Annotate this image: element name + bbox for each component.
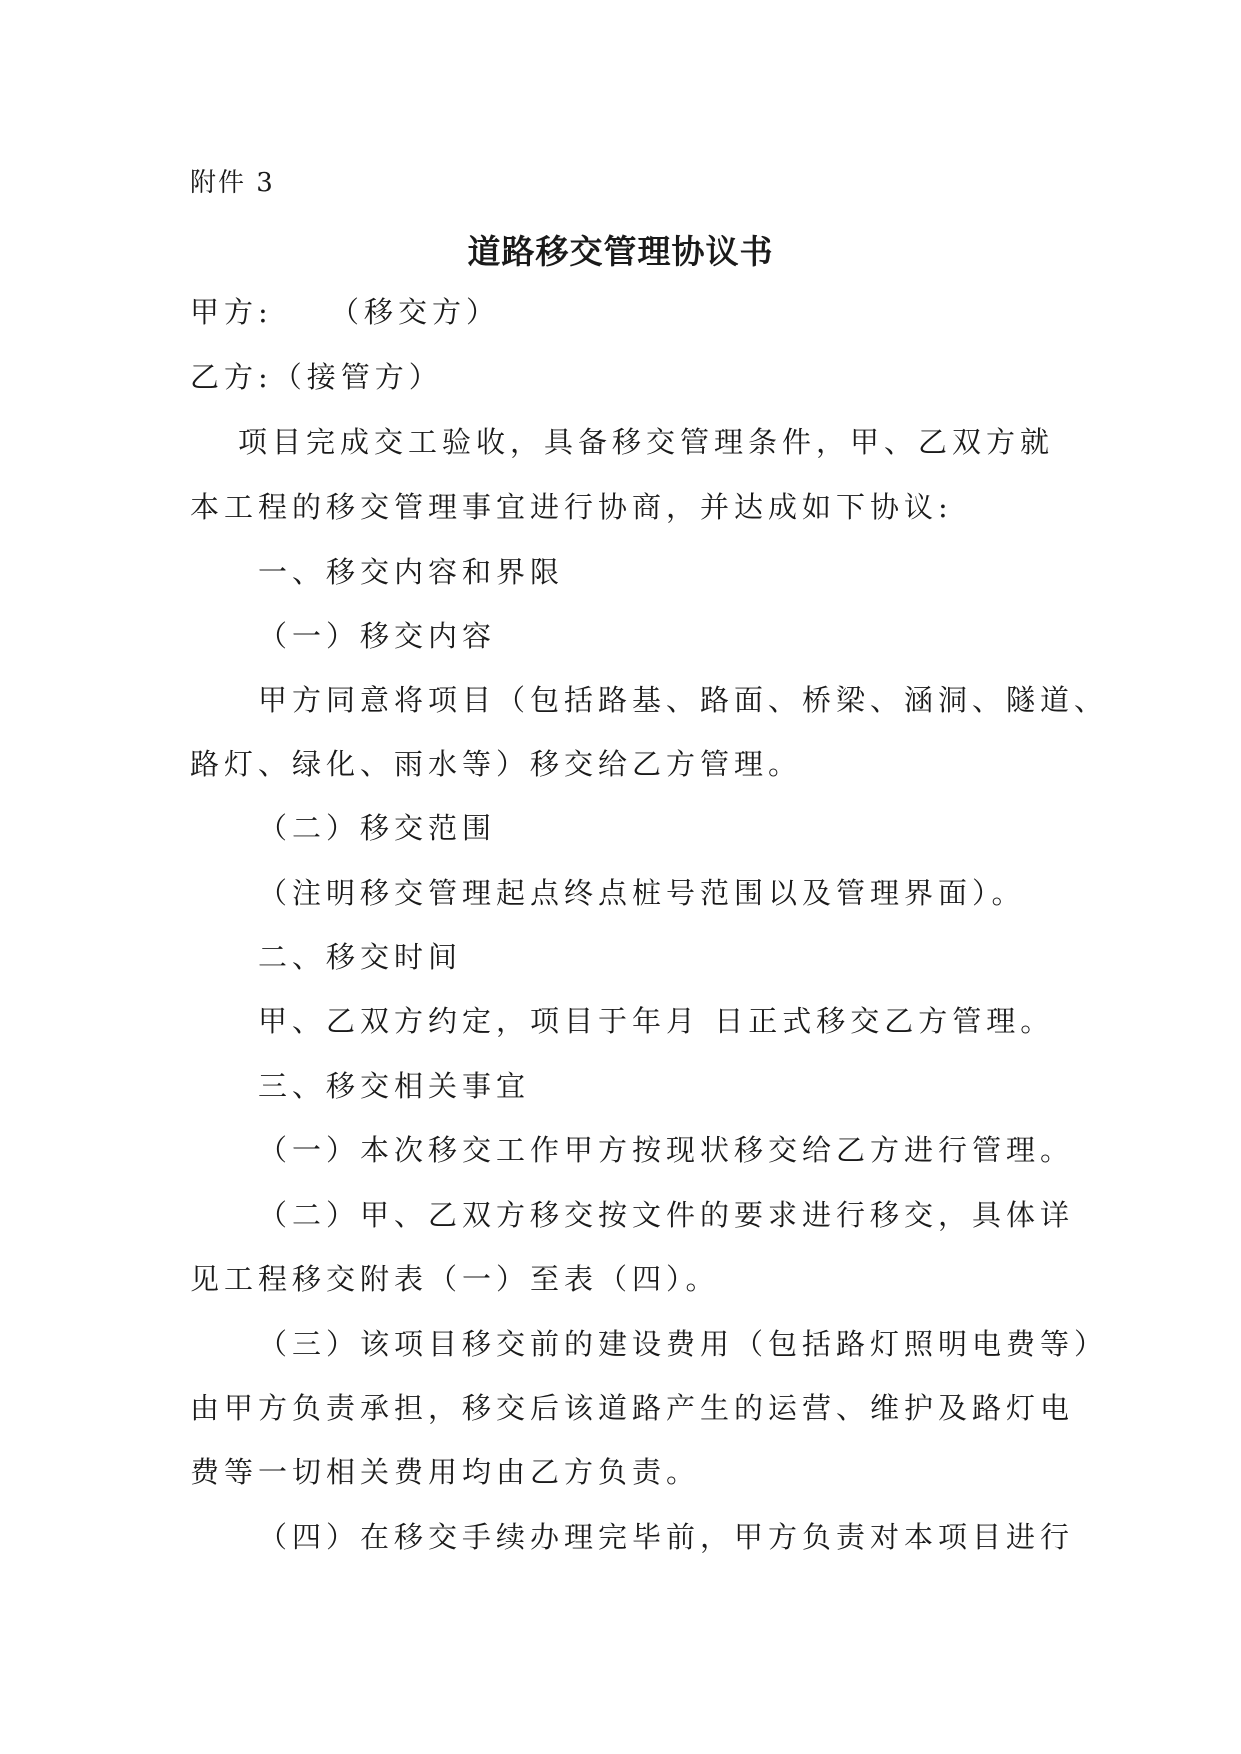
section-1-heading: 一、移交内容和界限	[258, 555, 565, 589]
document-title: 道路移交管理协议书	[467, 232, 774, 271]
section-2-heading: 二、移交时间	[258, 940, 463, 974]
section-1-sub-2: （二）移交范围	[258, 811, 497, 845]
section-3-heading: 三、移交相关事宜	[258, 1069, 531, 1103]
party-a-role: （移交方）	[330, 295, 501, 329]
party-a-label: 甲方:	[190, 295, 273, 329]
section-1-sub-1-text-line-2: 路灯、绿化、雨水等）移交给乙方管理。	[190, 747, 803, 781]
intro-line-2: 本工程的移交管理事宜进行协商，并达成如下协议:	[190, 490, 953, 524]
section-3-item-3-line-1: （三）该项目移交前的建设费用（包括路灯照明电费等）	[258, 1327, 1109, 1361]
section-1-sub-2-text: （注明移交管理起点终点桩号范围以及管理界面）。	[258, 876, 1026, 910]
section-3-item-2-line-2: 见工程移交附表（一）至表（四）。	[190, 1262, 720, 1296]
section-3-item-2-line-1: （二）甲、乙双方移交按文件的要求进行移交，具体详	[258, 1198, 1075, 1232]
section-3-item-1: （一）本次移交工作甲方按现状移交给乙方进行管理。	[258, 1133, 1075, 1167]
party-b-line: 乙方:（接管方）	[190, 360, 443, 394]
attachment-label: 附件 3	[190, 168, 275, 198]
section-2-text: 甲、乙双方约定，项目于年月 日正式移交乙方管理。	[258, 1004, 1055, 1038]
section-1-sub-1-text-line-1: 甲方同意将项目（包括路基、路面、桥梁、涵洞、隧道、	[258, 683, 1109, 717]
intro-line-1: 项目完成交工验收，具备移交管理条件，甲、乙双方就	[238, 425, 1055, 459]
section-1-sub-1: （一）移交内容	[258, 619, 497, 653]
section-3-item-4-line-1: （四）在移交手续办理完毕前，甲方负责对本项目进行	[258, 1520, 1075, 1554]
section-3-item-3-line-3: 费等一切相关费用均由乙方负责。	[190, 1455, 701, 1489]
section-3-item-3-line-2: 由甲方负责承担，移交后该道路产生的运营、维护及路灯电	[190, 1391, 1075, 1425]
